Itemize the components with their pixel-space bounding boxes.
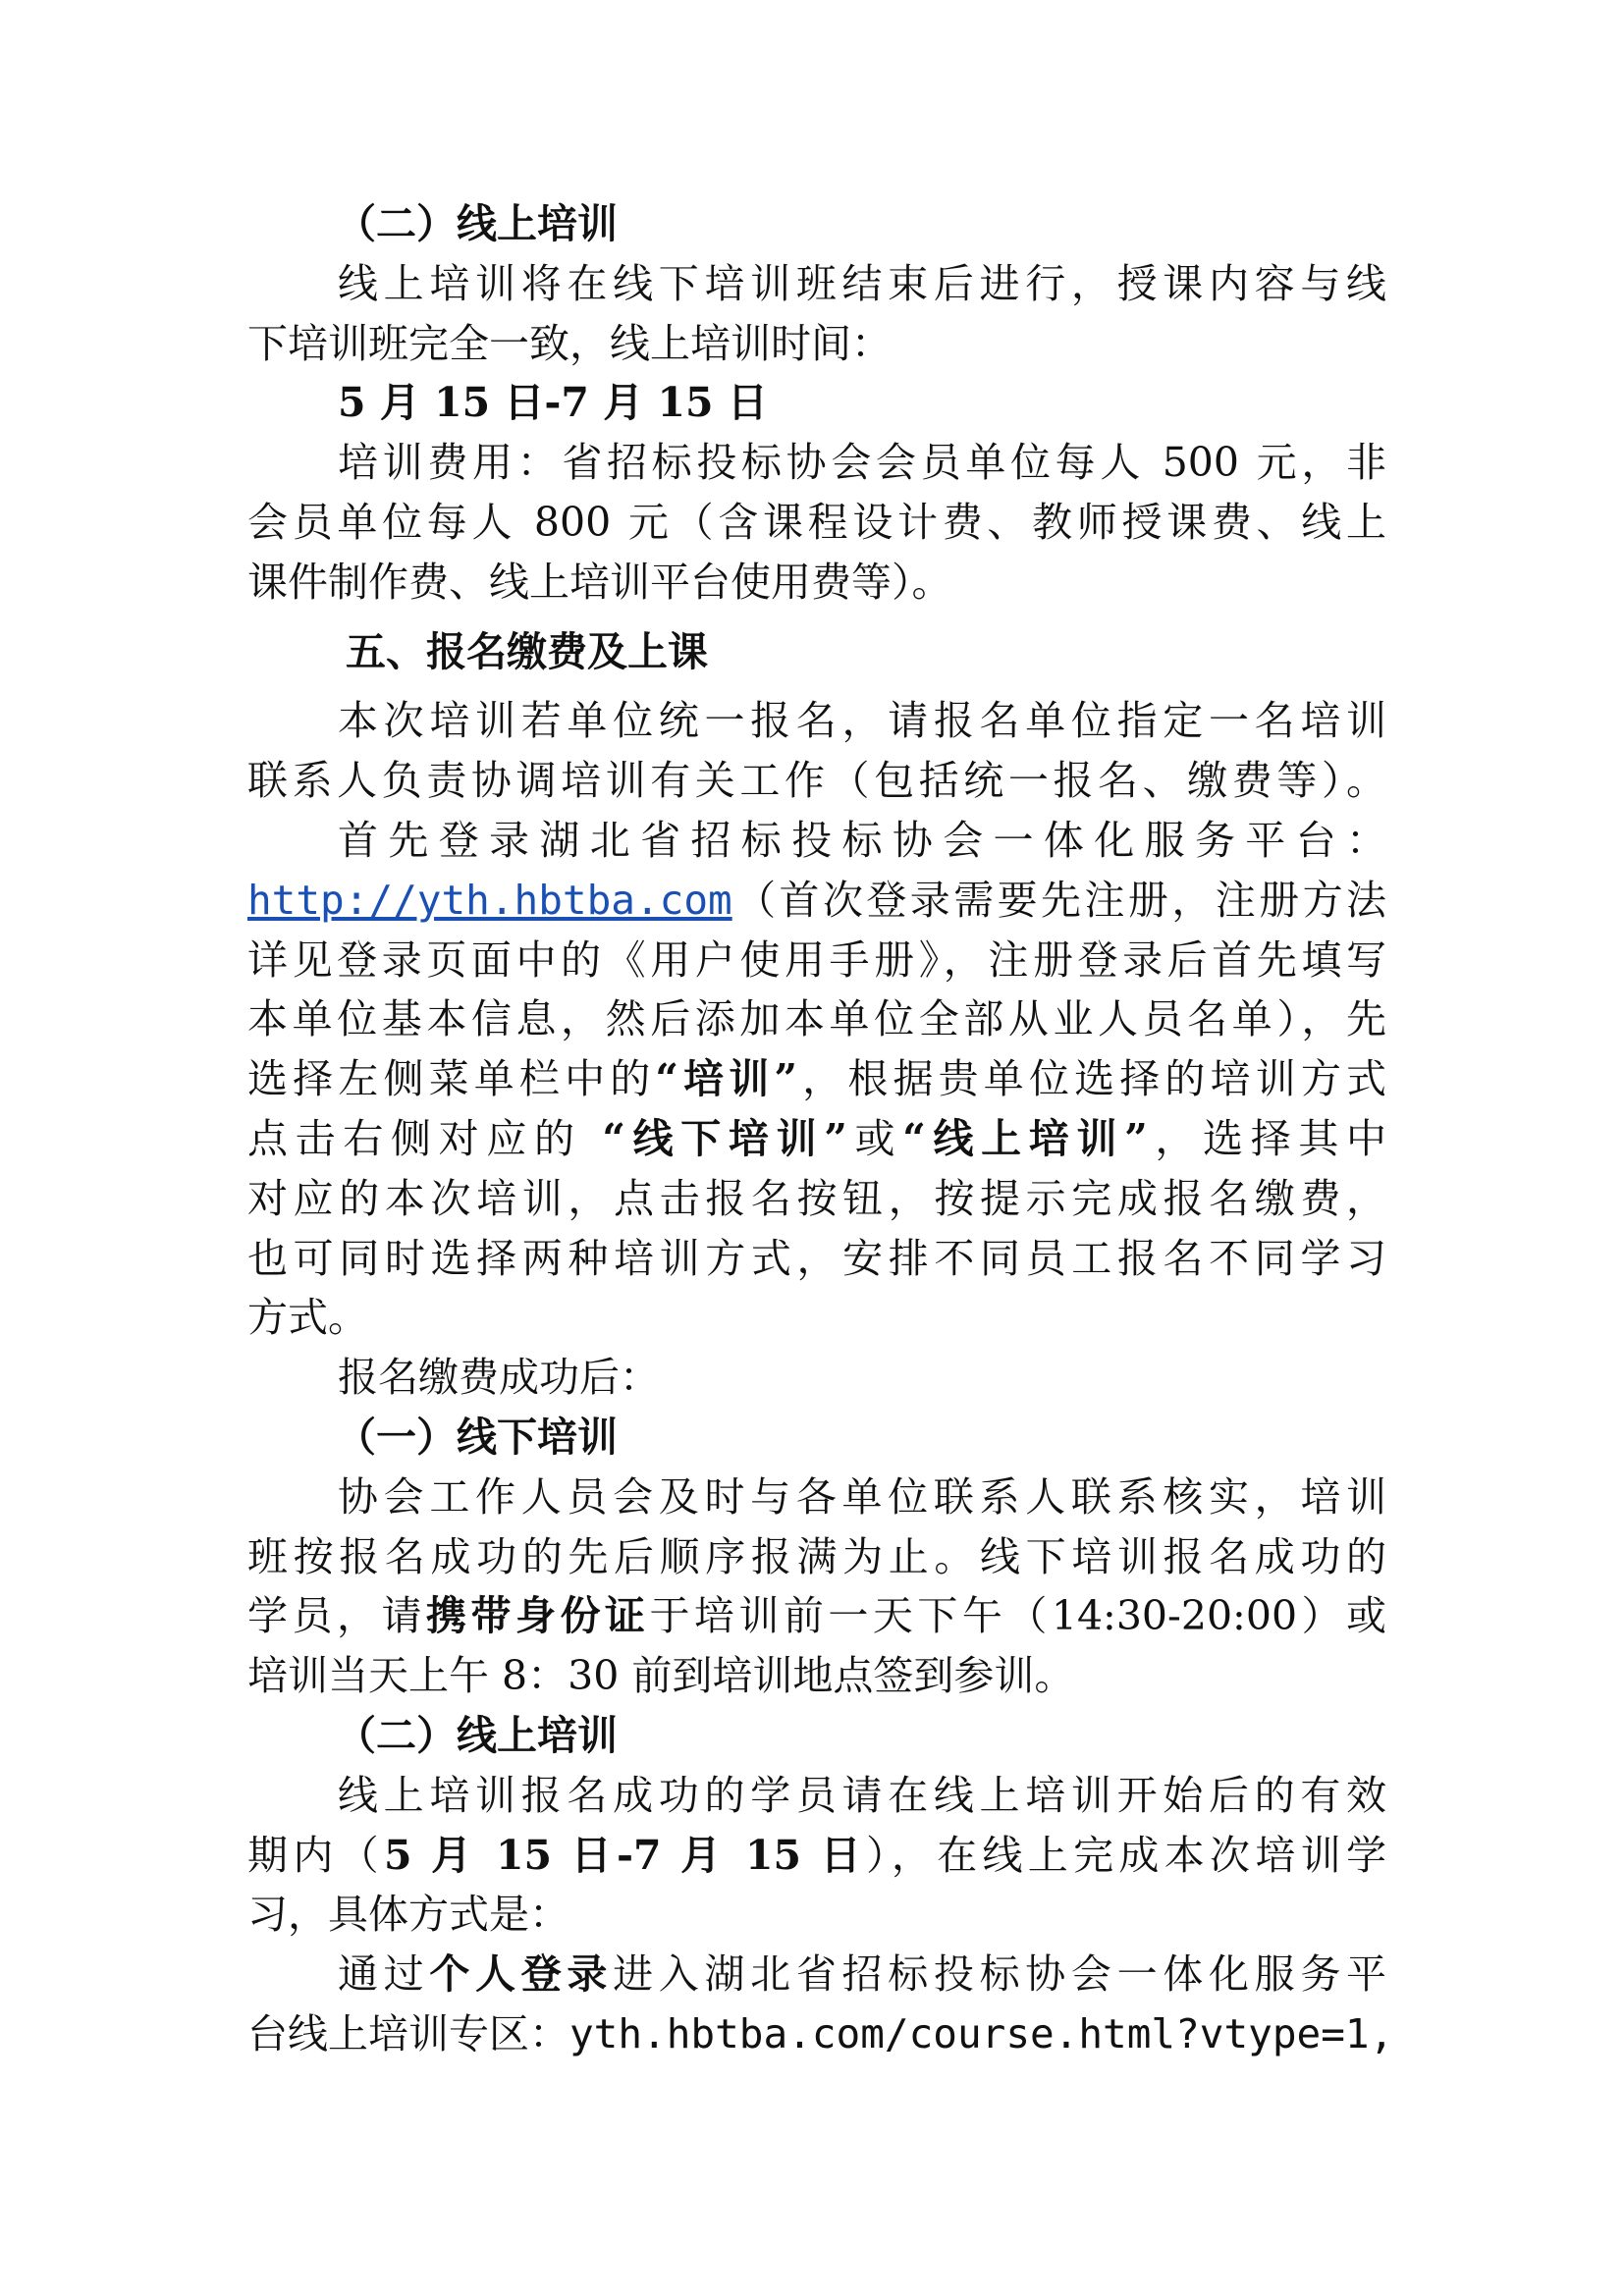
- course-url: yth.hbtba.com/course.html?vtype=1,: [569, 2009, 1394, 2057]
- paragraph-line: [247, 1945, 1386, 2004]
- paragraph-line: 也可同时选择两种培训方式，安排不同员工报名不同学习: [247, 1234, 1386, 1282]
- paragraph-line: 班按报名成功的先后顺序报满为止。线下培训报名成功的: [247, 1532, 1386, 1580]
- paragraph-text: 学员，请: [247, 1592, 426, 1640]
- paragraph-line: [247, 1109, 1386, 1169]
- paragraph-line: [247, 1049, 1386, 1109]
- paragraph-line: 培训当天上午 8：30 前到培训地点签到参训。: [247, 1652, 1075, 1700]
- paragraph-line: 方式。: [247, 1294, 368, 1342]
- paragraph-line: 课件制作费、线上培训平台使用费等）。: [247, 558, 952, 606]
- paragraph-line: 会员单位每人 800 元（含课程设计费、教师授课费、线上: [247, 498, 1386, 546]
- paragraph-text: ，根据贵单位选择的培训方式: [797, 1055, 1387, 1103]
- online-training-dates: 5 月 15 日-7 月 15 日: [338, 379, 768, 427]
- paragraph-text: （首次登录需要先注册，注册方法: [731, 876, 1386, 924]
- paragraph-text: ，选择其中: [1147, 1114, 1387, 1162]
- paragraph-line: 下培训班完全一致，线上培训时间：: [247, 319, 892, 367]
- paragraph-line: 联系人负责协调培训有关工作（包括统一报名、缴费等）。: [247, 757, 1386, 805]
- paragraph-text: 于培训前一天下午（14:30-20:00）或: [649, 1592, 1387, 1640]
- paragraph-line: 本次培训若单位统一报名，请报名单位指定一名培训: [338, 697, 1386, 745]
- document-body: [247, 194, 1394, 2064]
- paragraph-text: ），在线上完成本次培训学: [866, 1831, 1387, 1879]
- emphasis-dates: 5 月 15 日-7 月 15 日: [383, 1831, 866, 1879]
- paragraph-line: 对应的本次培训，点击报名按钮，按提示完成报名缴费，: [247, 1174, 1386, 1222]
- section-heading-registration: 五、报名缴费及上课: [346, 627, 708, 675]
- heading-online-training: （二）线上培训: [336, 200, 618, 247]
- paragraph-line: 协会工作人员会及时与各单位联系人联系核实，培训: [338, 1472, 1386, 1521]
- heading-online-training-2: （二）线上培训: [336, 1711, 618, 1759]
- heading-offline-training: （一）线下培训: [336, 1413, 618, 1461]
- paragraph-text: 期内（: [247, 1831, 384, 1879]
- emphasis-personal-login: 个人登录: [429, 1950, 614, 1999]
- paragraph-text: 选择左侧菜单栏中的: [247, 1055, 656, 1103]
- paragraph-text: 或: [846, 1114, 903, 1162]
- paragraph-line: [247, 871, 1386, 931]
- paragraph-line: 线上培训报名成功的学员请在线上培训开始后的有效: [338, 1771, 1386, 1819]
- emphasis-offline-training: “线下培训”: [602, 1114, 847, 1162]
- paragraph-line: 首先登录湖北省招标投标协会一体化服务平台：: [338, 816, 1386, 864]
- emphasis-id-card: 携带身份证: [425, 1592, 650, 1640]
- platform-link[interactable]: http://yth.hbtba.com: [247, 876, 732, 924]
- paragraph-line: 线上培训将在线下培训班结束后进行，授课内容与线: [338, 259, 1386, 307]
- paragraph-text: 进入湖北省招标投标协会一体化服务平: [613, 1950, 1387, 1999]
- paragraph-line: 习，具体方式是：: [247, 1891, 569, 1939]
- paragraph-text: 台线上培训专区：: [247, 2009, 569, 2057]
- emphasis-training: “培训”: [655, 1055, 798, 1103]
- paragraph-line: 报名缴费成功后：: [338, 1354, 660, 1402]
- emphasis-online-training: “线上培训”: [902, 1114, 1148, 1162]
- paragraph-line: [247, 1586, 1386, 1646]
- paragraph-line: 本单位基本信息，然后添加本单位全部从业人员名单），先: [247, 995, 1386, 1043]
- paragraph-line: [247, 2004, 1394, 2064]
- paragraph-text: 点击右侧对应的: [247, 1114, 603, 1162]
- paragraph-line: [247, 1826, 1386, 1886]
- paragraph-line: 详见登录页面中的《用户使用手册》，注册登录后首先填写: [247, 935, 1386, 984]
- paragraph-line: 培训费用：省招标投标协会会员单位每人 500 元，非: [338, 439, 1386, 487]
- paragraph-text: 通过: [338, 1950, 430, 1999]
